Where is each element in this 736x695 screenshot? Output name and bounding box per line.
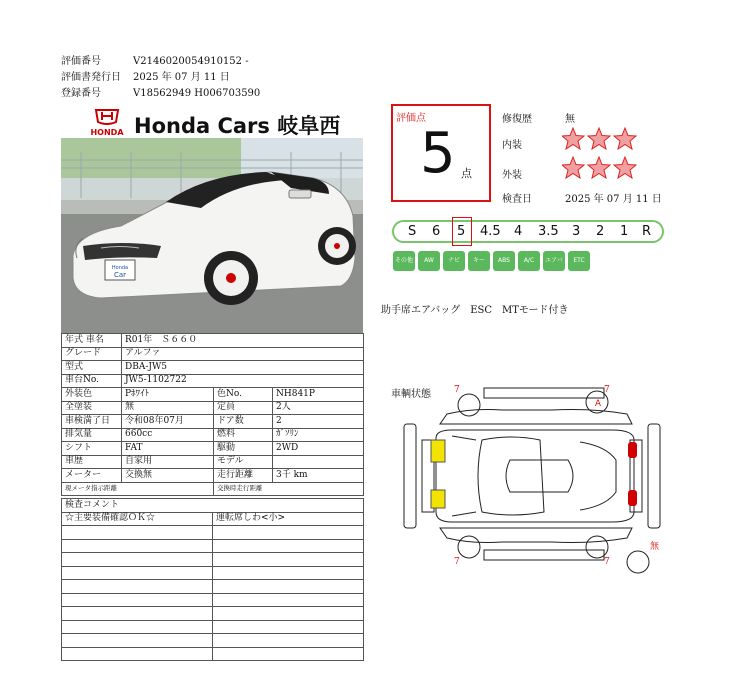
comment-right-1: 運転席しわ<小>	[213, 512, 364, 526]
diagram-label: 車輌状態	[391, 389, 431, 400]
wheel-fl	[458, 394, 480, 416]
current-meter-label: 現メータ指示距離	[62, 482, 214, 496]
table-row	[62, 334, 364, 348]
doors-label: ドア数	[214, 415, 273, 429]
issue-date: 2025 年 07 月 11 日	[133, 72, 230, 83]
type-label: 型式	[62, 361, 122, 375]
exterior-color-value: Pﾎﾜｲﾄ	[122, 388, 214, 402]
model-value	[273, 455, 364, 469]
color-no-label: 色No.	[214, 388, 273, 402]
meter-label: メーター	[62, 469, 122, 483]
damage-mark-yellow-rear	[431, 490, 445, 508]
vehicle-diagram	[392, 380, 672, 580]
grade-1: 1	[620, 224, 629, 239]
other-feature-icon: その他	[393, 251, 415, 271]
damage-mark-red-2	[628, 490, 637, 506]
equipment-note: 助手席エアバッグ ESC MTモード付き	[381, 305, 569, 316]
table-row	[62, 455, 364, 469]
damage-code-7: 7	[454, 557, 460, 567]
star-icon	[614, 157, 636, 178]
table-row	[62, 607, 364, 621]
grade-3-5: 3.5	[538, 224, 559, 239]
navi-icon: ナビ	[443, 251, 465, 271]
chassis-value: JW5-1102722	[122, 374, 364, 388]
fuel-label: 燃料	[214, 428, 273, 442]
grade-r: R	[642, 224, 652, 239]
mileage-value: 3千 km	[273, 469, 364, 483]
repair-value: 無	[565, 114, 575, 125]
color-no-value: NH841P	[273, 388, 364, 402]
model-year-label: 年式 車名	[62, 334, 122, 348]
table-row	[62, 347, 364, 361]
table-row	[62, 442, 364, 456]
repaint-label: 全塗装	[62, 401, 122, 415]
doors-value: 2	[273, 415, 364, 429]
model-year-value: R01年 Ｓ６６０	[122, 334, 364, 348]
chassis-label: 車台No.	[62, 374, 122, 388]
table-row	[62, 526, 364, 540]
damage-mark-red-1	[628, 442, 637, 458]
mileage-label: 走行距離	[214, 469, 273, 483]
inspect-date-value: 2025 年 07 月 11 日	[565, 194, 662, 205]
shift-value: FAT	[122, 442, 214, 456]
grade-4: 4	[514, 224, 523, 239]
table-row	[62, 634, 364, 648]
star-icon	[614, 128, 636, 149]
shift-label: シフト	[62, 442, 122, 456]
model-label: モデル	[214, 455, 273, 469]
star-icon	[562, 128, 584, 149]
capacity-label: 定員	[214, 401, 273, 415]
eval-no-label: 評価番号	[61, 56, 101, 67]
issue-date-label: 評価書発行日	[61, 72, 121, 83]
abs-icon: ABS	[493, 251, 515, 271]
grade-value: アルファ	[122, 347, 364, 361]
table-row	[62, 539, 364, 553]
inspection-label: 車検満了日	[62, 415, 122, 429]
exterior-color-label: 外装色	[62, 388, 122, 402]
car-photo	[61, 138, 363, 333]
displacement-value: 660cc	[122, 428, 214, 442]
key-icon: キー	[468, 251, 490, 271]
inspect-date-label: 検査日	[502, 194, 532, 205]
damage-code-a: A	[594, 399, 602, 409]
exchange-meter-label: 交換時走行距離	[214, 482, 364, 496]
table-row	[62, 499, 364, 513]
airbag-icon: エアバッグ	[543, 251, 565, 271]
score-label: 評価点	[396, 113, 426, 124]
etc-icon: ETC	[568, 251, 590, 271]
grade-4-5: 4.5	[480, 224, 501, 239]
plate-text-top: Honda	[111, 265, 129, 271]
star-icon	[588, 128, 610, 149]
alloy-wheel-icon: AW	[418, 251, 440, 271]
side-view-top	[484, 388, 604, 398]
exterior-stars	[562, 156, 638, 180]
drive-value: 2WD	[273, 442, 364, 456]
damage-mark-yellow-front	[431, 440, 445, 462]
table-row	[62, 482, 364, 496]
honda-logo-icon	[82, 108, 132, 138]
meter-value: 交換無	[122, 469, 214, 483]
inspection-value: 令和08年07月	[122, 415, 214, 429]
spare-tire-icon	[627, 551, 649, 573]
star-icon	[588, 157, 610, 178]
table-row	[62, 428, 364, 442]
table-row	[62, 512, 364, 526]
spare-status: 無	[650, 542, 660, 552]
comment-table	[61, 498, 364, 661]
table-row	[62, 415, 364, 429]
grade-2: 2	[596, 224, 605, 239]
history-value: 自家用	[122, 455, 214, 469]
interior-label: 内装	[502, 140, 522, 151]
table-row	[62, 361, 364, 375]
repair-label: 修復歴	[502, 114, 532, 125]
history-label: 車歴	[62, 455, 122, 469]
grade-3: 3	[572, 224, 581, 239]
score-unit: 点	[461, 167, 472, 180]
table-row	[62, 401, 364, 415]
table-row	[62, 620, 364, 634]
interior-stars	[562, 127, 638, 151]
header-info	[61, 54, 260, 102]
capacity-value: 2人	[273, 401, 364, 415]
table-row	[62, 469, 364, 483]
table-row	[62, 374, 364, 388]
damage-code-7: 7	[604, 557, 610, 567]
plate-text-bottom: Car	[113, 271, 127, 279]
type-value: DBA-JW5	[122, 361, 364, 375]
grade-scale	[392, 220, 664, 243]
table-row	[62, 647, 364, 661]
grade-6: 6	[432, 224, 441, 239]
drive-label: 駆動	[214, 442, 273, 456]
reg-no-label: 登録番号	[61, 88, 101, 99]
spec-table	[61, 333, 364, 496]
eval-no: V2146020054910152 -	[133, 56, 249, 67]
honda-wordmark: HONDA	[90, 128, 124, 137]
grade-label: グレード	[62, 347, 122, 361]
repaint-value: 無	[122, 401, 214, 415]
grade-s: S	[408, 224, 417, 239]
reg-no: V18562949 H006703590	[133, 88, 261, 99]
fuel-value: ｶﾞｿﾘﾝ	[273, 428, 364, 442]
grade-5: 5	[457, 224, 466, 239]
ac-icon: A/C	[518, 251, 540, 271]
comment-left-1: ☆主要装備確認ＯＫ☆	[62, 512, 213, 526]
grade-selected-marker	[452, 217, 472, 246]
table-row	[62, 593, 364, 607]
damage-code-7: 7	[604, 385, 610, 395]
damage-code-7: 7	[454, 385, 460, 395]
table-row	[62, 580, 364, 594]
dealer-name: Honda Cars 岐阜西	[134, 114, 341, 138]
star-icon	[562, 157, 584, 178]
comment-title: 検査コメント	[62, 499, 364, 513]
table-row	[62, 553, 364, 567]
displacement-label: 排気量	[62, 428, 122, 442]
table-row	[62, 566, 364, 580]
score-value: 5	[420, 121, 456, 186]
exterior-label: 外装	[502, 170, 522, 181]
table-row	[62, 388, 364, 402]
